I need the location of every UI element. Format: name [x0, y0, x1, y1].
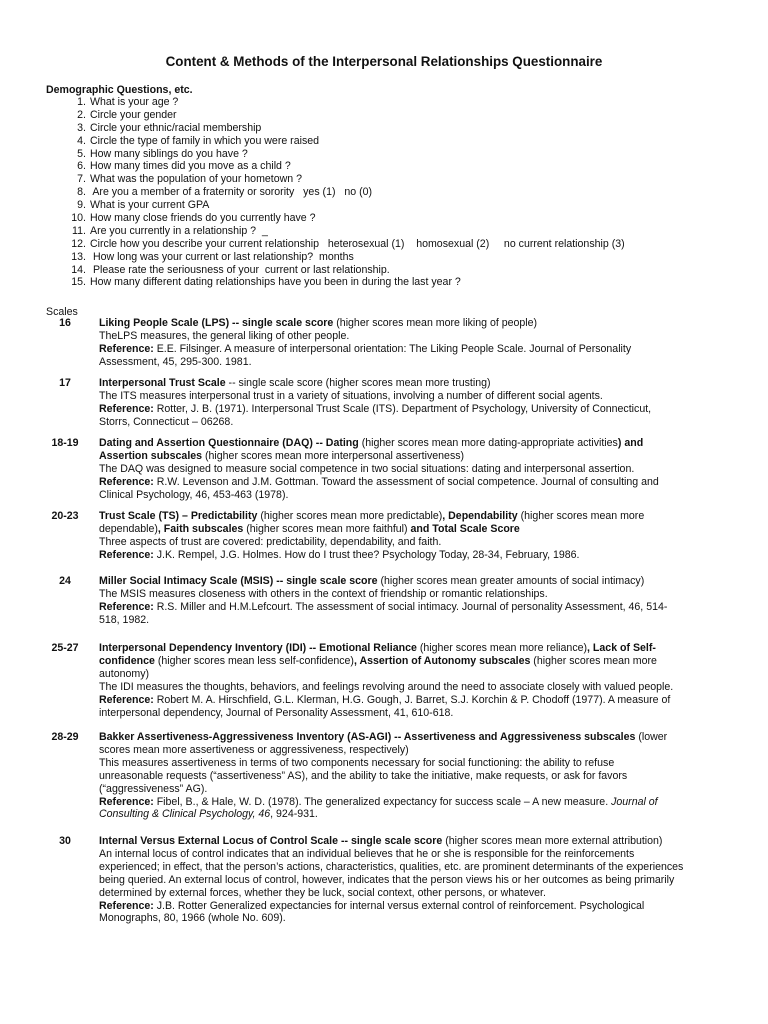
scale-item-range: 20-23: [51, 510, 79, 522]
scale-description-line: [99, 575, 719, 588]
scale-description-line: [99, 450, 719, 463]
question-number: 15.: [71, 276, 86, 289]
demographic-question: [46, 173, 746, 186]
question-text: How long was your current or last relationship? months: [90, 250, 354, 263]
text-run: R.W. Levenson and J.M. Gottman. Toward the assessment of social competence. Journal of consulting and: [153, 475, 659, 488]
question-text: Are you a member of a fraternity or sorority yes (1) no (0): [90, 186, 373, 199]
scale-description-line: [99, 343, 719, 356]
demographic-question: [46, 135, 746, 148]
question-text: Please rate the seriousness of your current or last relationship.: [90, 263, 390, 276]
text-run: (“aggressiveness” AG).: [99, 782, 208, 795]
text-run: Three aspects of trust are covered: predictability, dependability, and faith.: [99, 535, 442, 548]
text-run: (higher scores mean more: [530, 654, 657, 667]
text-run: interpersonal dependency, Journal of Personality Assessment, 41, 610-618.: [99, 706, 454, 719]
text-run: being queried. An external locus of control, however, indicates that the person views his or her outcomes as being primarily: [99, 873, 675, 886]
demographics-list: [46, 96, 746, 289]
text-run: Internal Versus External Locus of Control Scale -- single scale score: [99, 835, 443, 847]
text-run: Reference:: [99, 342, 154, 355]
text-run: The DAQ was designed to measure social competence in two social situations: dating and interpersonal assertion.: [99, 462, 635, 475]
text-run: , Lack of Self-: [587, 642, 656, 654]
text-run: E.E. Filsinger. A measure of interpersonal orientation: The Liking People Scale. Journal of Personality: [153, 342, 632, 355]
text-run: (higher scores mean more predictable): [257, 510, 443, 522]
question-text: Circle your ethnic/racial membership: [90, 121, 262, 134]
text-run: (higher scores mean more liking of people): [333, 317, 538, 329]
scales-heading: Scales: [46, 306, 78, 318]
text-run: (higher scores mean more dating-appropriate activities: [358, 437, 618, 449]
question-text: How many siblings do you have ?: [90, 147, 248, 160]
text-run: (lower: [635, 731, 668, 743]
text-run: Reference:: [99, 899, 154, 912]
question-text: What is your age ?: [90, 96, 179, 108]
scale-item-range: 25-27: [51, 642, 79, 654]
scale-description: [99, 575, 719, 627]
text-run: (higher scores mean more reliance): [416, 642, 588, 654]
question-number: 12.: [71, 237, 86, 250]
question-text: Circle how you describe your current relationship heterosexual (1) homosexual (2) no current relationship (3): [90, 237, 625, 250]
scale-description: [99, 317, 719, 369]
text-run: dependable): [99, 522, 158, 535]
question-text: What is your current GPA: [90, 199, 210, 212]
scale-description-line: [99, 707, 719, 720]
scale-description: [99, 835, 719, 925]
scale-description-line: [99, 874, 719, 887]
scale-description-line: [99, 848, 719, 861]
text-run: The IDI measures the thoughts, behaviors, and feelings revolving around the need to associate closely with valued people.: [99, 680, 674, 693]
scale-description-line: [99, 416, 719, 429]
text-run: 518, 1982.: [99, 613, 150, 626]
scale-description-line: [99, 694, 719, 707]
text-run: Assessment, 45, 295-300. 1981.: [99, 355, 252, 368]
scale-description-line: [99, 588, 719, 601]
question-text: How many times did you move as a child ?: [90, 160, 291, 173]
text-run: -- single scale score (higher scores mean more trusting): [225, 377, 491, 389]
text-run: An internal locus of control indicates that an individual believes that he or she is responsible for the reinforcements: [99, 847, 635, 860]
scale-item-range: 30: [59, 835, 71, 847]
scale-description-line: [99, 770, 719, 783]
scale-description-line: [99, 731, 719, 744]
text-run: TheLPS measures, the general liking of other people.: [99, 329, 350, 342]
demographic-question: [46, 160, 746, 173]
demographic-question: [46, 264, 746, 277]
demographic-question: [46, 186, 746, 199]
scale-description-line: [99, 614, 719, 627]
scale-description-line: [99, 330, 719, 343]
scale-description-line: [99, 655, 719, 668]
text-run: Reference:: [99, 475, 154, 488]
question-number: 11.: [72, 224, 86, 237]
demographic-question: [46, 251, 746, 264]
text-run: Fibel, B., & Hale, W. D. (1978). The generalized expectancy for success scale – A new measure.: [153, 795, 612, 808]
question-text: Circle the type of family in which you were raised: [90, 134, 320, 147]
scale-description-line: [99, 861, 719, 874]
question-number: 3.: [77, 121, 86, 134]
text-run: ) and: [617, 437, 644, 449]
text-run: Reference:: [99, 795, 154, 808]
scale-description: [99, 377, 719, 429]
text-run: J.K. Rempel, J.G. Holmes. How do I trust thee? Psychology Today, 28-34, February, 1986.: [153, 548, 580, 561]
text-run: Bakker Assertiveness-Aggressiveness Inventory (AS-AGI) -- Assertiveness and Aggressiveness subscales: [99, 731, 636, 743]
question-number: 13.: [71, 250, 86, 263]
scale-description-line: [99, 912, 719, 925]
question-text: What was the population of your hometown ?: [90, 173, 302, 186]
scale-description-line: [99, 642, 719, 655]
scale-description-line: [99, 377, 719, 390]
scale-item-range: 18-19: [51, 437, 79, 449]
scale-description-line: [99, 681, 719, 694]
question-text: Circle your gender: [90, 108, 177, 121]
demographic-question: [46, 225, 746, 238]
text-run: (higher scores mean more: [517, 510, 645, 522]
text-run: Interpersonal Trust Scale: [99, 377, 226, 389]
scale-description-line: [99, 403, 719, 416]
text-run: Reference:: [99, 548, 154, 561]
question-number: 8.: [77, 186, 86, 199]
question-number: 9.: [77, 199, 86, 212]
text-run: determined by external forces, whether they be luck, social context, other persons, or whatever.: [99, 886, 546, 899]
page-title: Content & Methods of the Interpersonal Relationships Questionnaire: [165, 54, 603, 69]
text-run: (higher scores mean more interpersonal assertiveness): [202, 449, 465, 462]
scale-description-line: [99, 437, 719, 450]
question-number: 7.: [77, 173, 86, 186]
scale-description-line: [99, 808, 719, 821]
text-run: confidence: [99, 654, 155, 667]
scale-description: [99, 510, 719, 562]
text-run: unreasonable requests (“assertiveness” AS), and the ability to take the initiative, make requests, or ask for favors: [99, 769, 628, 782]
text-run: The MSIS measures closeness with others in the context of friendship or romantic relationships.: [99, 587, 548, 600]
scale-description-line: [99, 757, 719, 770]
text-run: Miller Social Intimacy Scale (MSIS) -- single scale score: [99, 575, 378, 587]
scale-description-line: [99, 317, 719, 330]
scale-description-line: [99, 783, 719, 796]
scale-description-line: [99, 549, 719, 562]
demographic-question: [46, 96, 746, 109]
demographic-question: [46, 109, 746, 122]
scale-description: [99, 731, 719, 821]
scale-description-line: [99, 835, 719, 848]
text-run: scores mean more assertiveness or aggressiveness, respectively): [99, 743, 409, 756]
text-run: Consulting & Clinical Psychology, 46: [99, 808, 271, 821]
demographic-question: [46, 148, 746, 161]
scale-description-line: [99, 510, 719, 523]
scale-description-line: [99, 489, 719, 502]
text-run: (higher scores mean more external attribution): [442, 835, 663, 847]
scale-description-line: [99, 523, 719, 536]
scale-description-line: [99, 796, 719, 809]
scale-description-line: [99, 390, 719, 403]
scale-description-line: [99, 668, 719, 681]
text-run: experienced; in effect, that the person’s actions, characteristics, qualities, etc. are prominent determinants of the experiences: [99, 860, 684, 873]
demographic-question: [46, 212, 746, 225]
text-run: Rotter, J. B. (1971). Interpersonal Trust Scale (ITS). Department of Psychology, University of Connecticut,: [153, 402, 652, 415]
text-run: Reference:: [99, 402, 154, 415]
text-run: (higher scores mean more faithful): [243, 522, 411, 535]
text-run: (higher scores mean greater amounts of social intimacy): [377, 575, 645, 587]
text-run: Robert M. A. Hirschfield, G.L. Klerman, H.G. Gough, J. Barret, S.J. Korchin & P. Chodoff (1977). A measure of: [153, 693, 671, 706]
demographic-question: [46, 199, 746, 212]
question-text: Are you currently in a relationship ? _: [90, 224, 268, 237]
text-run: This measures assertiveness in terms of two components necessary for social functioning: the ability to refuse: [99, 756, 615, 769]
demographic-question: [46, 276, 746, 289]
text-run: Reference:: [99, 600, 154, 613]
text-run: R.S. Miller and H.M.Lefcourt. The assessment of social intimacy. Journal of personality Assessment, 46, 514-: [153, 600, 668, 613]
text-run: Interpersonal Dependency Inventory (IDI) -- Emotional Reliance: [99, 642, 417, 654]
scale-description-line: [99, 536, 719, 549]
text-run: Trust Scale (TS) – Predictability: [99, 510, 258, 522]
question-text: How many different dating relationships have you been in during the last year ?: [90, 276, 461, 289]
text-run: Monographs, 80, 1966 (whole No. 609).: [99, 912, 286, 925]
text-run: Clinical Psychology, 46, 453-463 (1978).: [99, 488, 289, 501]
question-number: 1.: [77, 96, 86, 108]
text-run: Journal of: [611, 795, 658, 808]
scale-description-line: [99, 476, 719, 489]
text-run: Assertion subscales: [99, 449, 203, 462]
text-run: , Dependability: [442, 510, 518, 522]
scale-item-range: 16: [59, 317, 71, 329]
text-run: , Assertion of Autonomy subscales: [353, 654, 531, 667]
question-number: 10.: [71, 212, 86, 225]
question-number: 4.: [77, 134, 86, 147]
scale-description: [99, 642, 719, 719]
scale-description: [99, 437, 719, 502]
scale-description-line: [99, 356, 719, 369]
question-number: 2.: [77, 108, 86, 121]
demographic-question: [46, 122, 746, 135]
scale-item-range: 28-29: [51, 731, 79, 743]
text-run: The ITS measures interpersonal trust in a variety of situations, involving a number of different social agents.: [99, 389, 603, 402]
scale-description-line: [99, 463, 719, 476]
scale-description-line: [99, 887, 719, 900]
text-run: Liking People Scale (LPS) -- single scale score: [99, 317, 334, 329]
scale-item-range: 17: [59, 377, 71, 389]
demographic-question: [46, 238, 746, 251]
question-number: 6.: [77, 160, 86, 173]
text-run: J.B. Rotter Generalized expectancies for internal versus external control of reinforcement. Psychological: [153, 899, 645, 912]
text-run: autonomy): [99, 667, 150, 680]
scale-description-line: [99, 900, 719, 913]
text-run: Reference:: [99, 693, 154, 706]
text-run: (higher scores mean less self-confidence): [154, 654, 354, 667]
question-number: 5.: [77, 147, 86, 160]
question-number: 14.: [71, 263, 86, 276]
text-run: , 924-931.: [270, 808, 318, 821]
scale-description-line: [99, 744, 719, 757]
text-run: Dating and Assertion Questionnaire (DAQ) -- Dating: [99, 437, 359, 449]
text-run: Storrs, Connecticut – 06268.: [99, 415, 234, 428]
text-run: and Total Scale Score: [410, 522, 520, 535]
scale-item-range: 24: [59, 575, 71, 587]
scale-description-line: [99, 601, 719, 614]
question-text: How many close friends do you currently have ?: [90, 212, 316, 225]
demographics-heading: Demographic Questions, etc.: [46, 84, 193, 96]
text-run: , Faith subscales: [157, 522, 244, 535]
